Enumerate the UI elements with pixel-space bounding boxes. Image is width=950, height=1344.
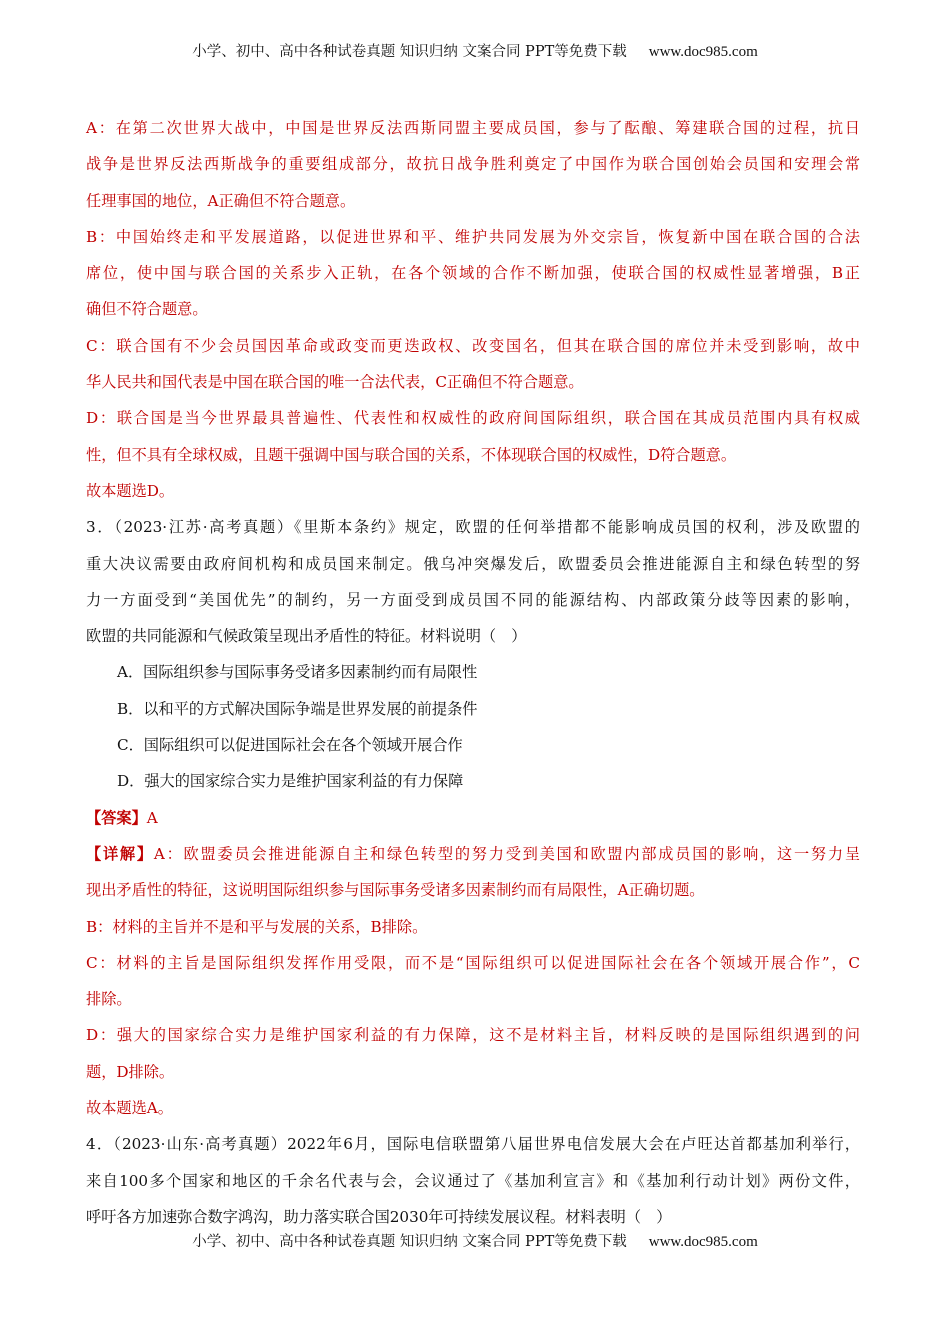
detail-line: C：材料的主旨是国际组织发挥作用受限，而不是“国际组织可以促进国际社会在各个领域开展合作”，C [86, 953, 860, 972]
explanation-line: 战争是世界反法西斯战争的重要组成部分，故抗日战争胜利奠定了中国作为联合国创始会员国和安理会常 [86, 155, 860, 174]
explanation-line: 席位，使中国与联合国的关系步入正轨，在各个领域的合作不断加强，使联合国的权威性显著增强，B正 [86, 264, 860, 283]
answer-value: A [146, 808, 158, 827]
question-stem-line: 4．（2023·山东·高考真题）2022年6月，国际电信联盟第八届世界电信发展大会在卢旺达首都基加利举行， [86, 1135, 860, 1154]
detail-tag: 【详解】 [86, 844, 154, 863]
previous-explanation [86, 110, 860, 509]
explanation-line: 确但不符合题意。 [86, 300, 208, 319]
page-header [0, 40, 950, 61]
header-site: www.doc985.com [648, 44, 758, 60]
explanation-line: 任理事国的地位，A正确但不符合题意。 [86, 191, 356, 210]
detail-line: 现出矛盾性的特征，这说明国际组织参与国际事务受诸多因素制约而有局限性，A正确切题。 [86, 881, 705, 900]
question-stem-line: 重大决议需要由政府间机构和成员国来制定。俄乌冲突爆发后，欧盟委员会推进能源自主和绿色转型的努 [86, 554, 860, 573]
explanation-line: C：联合国有不少会员国因革命或政变而更迭政权、改变国名，但其在联合国的席位并未受到影响，故中 [86, 336, 860, 355]
detail-conclusion: 故本题选A。 [86, 1099, 173, 1118]
detail-line [86, 836, 860, 872]
detail-line: 题，D排除。 [86, 1062, 175, 1081]
explanation-line: D：联合国是当今世界最具普遍性、代表性和权威性的政府间国际组织，联合国在其成员范围内具有权威 [86, 409, 860, 428]
question-stem-line: 欧盟的共同能源和气候政策呈现出矛盾性的特征。材料说明（ ） [86, 627, 527, 646]
detail-line: 排除。 [86, 990, 132, 1009]
question-stem-line: 来自100多个国家和地区的千余名代表与会，会议通过了《基加利宣言》和《基加利行动计划》两份文件， [86, 1171, 860, 1190]
explanation-line: B：中国始终走和平发展道路，以促进世界和平、维护共同发展为外交宗旨，恢复新中国在联合国的合法 [86, 227, 860, 246]
detail-line: D：强大的国家综合实力是维护国家利益的有力保障，这不是材料主旨，材料反映的是国际组织遇到的问 [86, 1026, 860, 1045]
option-d: D．强大的国家综合实力是维护国家利益的有力保障 [117, 772, 464, 791]
answer-line [86, 800, 860, 836]
question-3 [86, 509, 860, 1126]
explanation-conclusion: 故本题选D。 [86, 481, 175, 500]
explanation-line: 华人民共和国代表是中国在联合国的唯一合法代表，C正确但不符合题意。 [86, 373, 584, 392]
footer-text: 小学、初中、高中各种试卷真题 知识归纳 文案合同 PPT等免费下载 [192, 1234, 627, 1250]
answer-tag: 【答案】 [86, 808, 147, 827]
footer-site: www.doc985.com [648, 1234, 758, 1250]
question-stem-line: 3．（2023·江苏·高考真题）《里斯本条约》规定，欧盟的任何举措都不能影响成员国的权利，涉及欧盟的 [86, 518, 860, 537]
detail-line: B：材料的主旨并不是和平与发展的关系，B排除。 [86, 917, 428, 936]
option-a: A．国际组织参与国际事务受诸多因素制约而有局限性 [117, 663, 478, 682]
document-body [86, 110, 860, 1235]
page-footer [0, 1230, 950, 1251]
question-stem-line: 呼吁各方加速弥合数字鸿沟，助力落实联合国2030年可持续发展议程。材料表明（ ） [86, 1207, 672, 1226]
option-c: C．国际组织可以促进国际社会在各个领域开展合作 [117, 736, 463, 755]
question-4 [86, 1126, 860, 1235]
header-text: 小学、初中、高中各种试卷真题 知识归纳 文案合同 PPT等免费下载 [192, 44, 627, 60]
explanation-line: 性，但不具有全球权威，且题干强调中国与联合国的关系，不体现联合国的权威性，D符合题意。 [86, 445, 737, 464]
option-b: B．以和平的方式解决国际争端是世界发展的前提条件 [117, 699, 478, 718]
explanation-line: A：在第二次世界大战中，中国是世界反法西斯同盟主要成员国，参与了酝酿、筹建联合国的过程，抗日 [86, 119, 860, 137]
question-stem-line: 力一方面受到“美国优先”的制约，另一方面受到成员国不同的能源结构、内部政策分歧等因素的影响， [86, 590, 860, 609]
detail-text: A：欧盟委员会推进能源自主和绿色转型的努力受到美国和欧盟内部成员国的影响，这一努力呈 [153, 844, 861, 863]
